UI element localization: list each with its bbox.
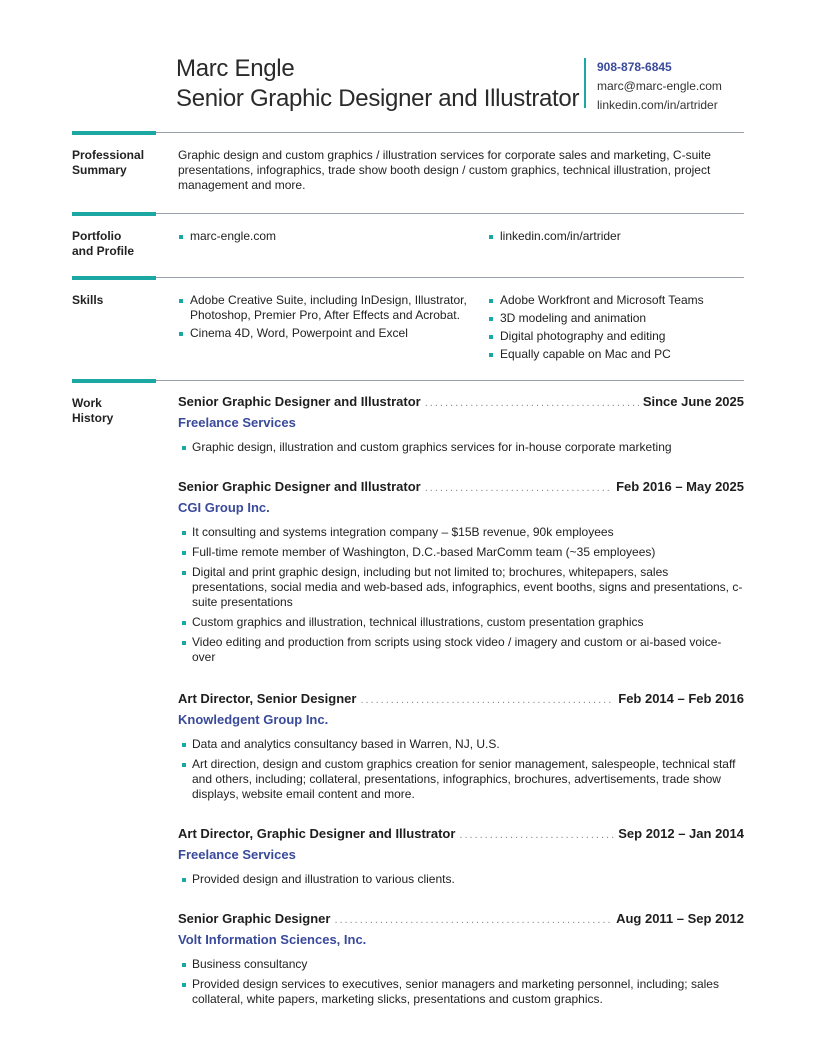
email-address[interactable]: marc@marc-engle.com <box>597 79 722 93</box>
job-company: CGI Group Inc. <box>178 500 270 515</box>
job-company: Knowledgent Group Inc. <box>178 712 329 727</box>
job-entry <box>178 826 744 892</box>
candidate-title: Senior Graphic Designer and Illustrator <box>176 85 580 112</box>
skill-item: Cinema 4D, Word, Powerpoint and Excel <box>178 326 468 341</box>
dot-leader <box>334 914 612 926</box>
job-entry <box>178 479 744 670</box>
section-divider <box>72 132 744 133</box>
phone-number[interactable]: 908-878-6845 <box>597 60 672 74</box>
job-bullet: Art direction, design and custom graphics creation for senior management, salespeople, technical staff and others, including; collateral, presentations, infographics, brochures, advertisements, trade show displays, website email content and more. <box>178 757 744 802</box>
section-accent-bar <box>72 212 156 216</box>
job-bullet: Data and analytics consultancy based in Warren, NJ, U.S. <box>178 737 744 752</box>
linkedin-link[interactable]: linkedin.com/in/artrider <box>597 98 718 112</box>
section-accent-bar <box>72 131 156 135</box>
job-entry <box>178 911 744 1012</box>
skill-item: Adobe Creative Suite, including InDesign, Illustrator, Photoshop, Premier Pro, After Effects and Acrobat. <box>178 293 468 323</box>
section-label: Professional Summary <box>72 148 145 177</box>
job-title: Senior Graphic Designer and Illustrator <box>178 394 421 409</box>
job-bullet: Custom graphics and illustration, technical illustrations, custom presentation graphics <box>178 615 744 630</box>
job-bullet: It consulting and systems integration company – $15B revenue, 90k employees <box>178 525 744 540</box>
section-work-history <box>72 380 744 1020</box>
section-label: Work History <box>72 396 114 425</box>
resume-header <box>176 54 579 114</box>
job-date: Since June 2025 <box>642 394 744 409</box>
skill-item: Adobe Workfront and Microsoft Teams <box>488 293 744 308</box>
dot-leader <box>425 482 612 494</box>
portfolio-website-link[interactable]: marc-engle.com <box>178 229 468 244</box>
section-label: Portfolio and Profile <box>72 229 135 258</box>
skill-item: Equally capable on Mac and PC <box>488 347 744 362</box>
dot-leader <box>360 694 614 706</box>
job-bullet: Provided design and illustration to various clients. <box>178 872 744 887</box>
job-bullet: Provided design services to executives, senior managers and marketing personnel, including; sales collateral, white papers, marketing slicks, presentations and custom graphics. <box>178 977 744 1007</box>
job-title: Senior Graphic Designer and Illustrator <box>178 479 421 494</box>
skill-item: 3D modeling and animation <box>488 311 744 326</box>
section-accent-bar <box>72 276 156 280</box>
job-bullet: Digital and print graphic design, including but not limited to; brochures, whitepapers, sales presentations, social media and web-based ads, infographics, event booths, signs and presentations, c-suite presentations <box>178 565 744 610</box>
job-company: Volt Information Sciences, Inc. <box>178 932 367 947</box>
section-divider <box>72 277 744 278</box>
job-company: Freelance Services <box>178 415 296 430</box>
skill-item: Digital photography and editing <box>488 329 744 344</box>
job-title: Art Director, Graphic Designer and Illustrator <box>178 826 456 841</box>
job-bullet: Full-time remote member of Washington, D.C.-based MarComm team (~35 employees) <box>178 545 744 560</box>
section-accent-bar <box>72 379 156 383</box>
job-bullet: Video editing and production from scripts using stock video / imagery and custom or ai-based voice-over <box>178 635 744 665</box>
dot-leader <box>425 397 639 409</box>
job-date: Sep 2012 – Jan 2014 <box>618 826 744 841</box>
job-title: Art Director, Senior Designer <box>178 691 357 706</box>
dot-leader <box>459 829 614 841</box>
job-entry <box>178 394 744 460</box>
job-date: Feb 2016 – May 2025 <box>616 479 744 494</box>
contact-block <box>584 58 722 112</box>
job-bullet: Business consultancy <box>178 957 744 972</box>
section-label: Skills <box>72 293 104 307</box>
job-entry <box>178 691 744 807</box>
job-date: Aug 2011 – Sep 2012 <box>616 911 744 926</box>
job-bullet: Graphic design, illustration and custom graphics services for in-house corporate marketing <box>178 440 744 455</box>
job-title: Senior Graphic Designer <box>178 911 331 926</box>
portfolio-linkedin-link[interactable]: linkedin.com/in/artrider <box>488 229 744 244</box>
candidate-name: Marc Engle <box>176 55 295 82</box>
job-company: Freelance Services <box>178 847 296 862</box>
job-date: Feb 2014 – Feb 2016 <box>618 691 744 706</box>
summary-text: Graphic design and custom graphics / illustration services for corporate sales and marketing, C-suite presentations, infographics, trade show booth design / custom graphics, technical illustration, project management and more. <box>178 148 711 192</box>
section-divider <box>72 380 744 381</box>
section-divider <box>72 213 744 214</box>
